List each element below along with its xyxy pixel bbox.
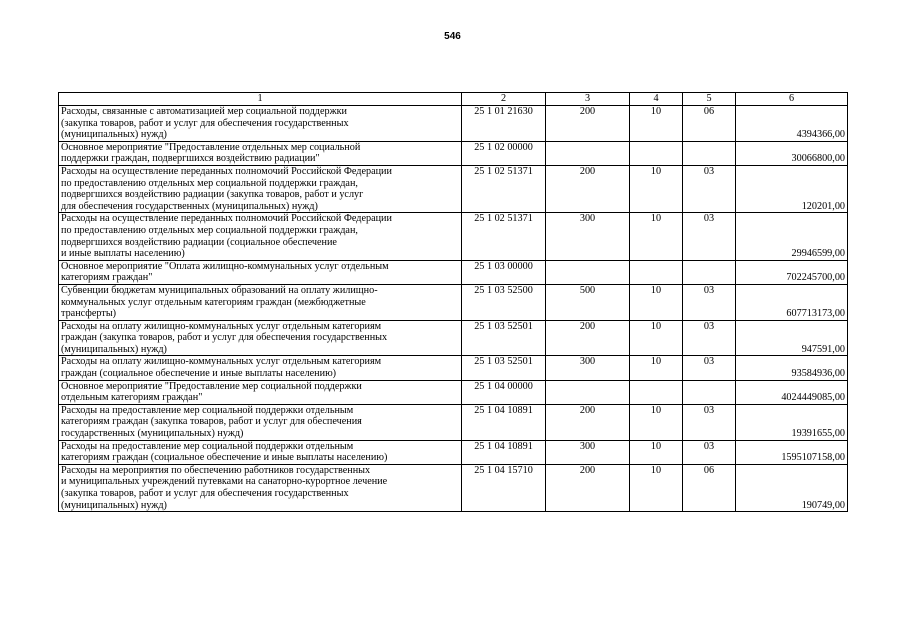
row-rz-cell: 10 [630, 165, 683, 212]
row-rz-cell: 10 [630, 404, 683, 440]
row-pr-cell: 03 [683, 404, 736, 440]
column-header: 4 [630, 93, 683, 106]
row-name-cell: Расходы на осуществление переданных полномочий Российской Федерации по предоставлению отдельных мер социальной поддержки граждан, подвергшихся воздействию радиации (закупка товаров, работ и услуг для обеспечения государственных (муниципальных) нужд) [59, 165, 462, 212]
row-code-cell: 25 1 03 52501 [462, 320, 546, 356]
row-code-cell: 25 1 03 00000 [462, 260, 546, 284]
row-name-cell: Расходы на оплату жилищно-коммунальных услуг отдельным категориям граждан (социальное обеспечение и иные выплаты населению) [59, 356, 462, 380]
row-name-cell: Основное мероприятие "Оплата жилищно-коммунальных услуг отдельным категориям граждан" [59, 260, 462, 284]
row-code-cell: 25 1 02 51371 [462, 213, 546, 260]
row-name-cell: Расходы на предоставление мер социальной поддержки отдельным категориям граждан (социальное обеспечение и иные выплаты населению) [59, 440, 462, 464]
row-sum-cell: 30066800,00 [736, 141, 848, 165]
row-code-cell: 25 1 03 52501 [462, 356, 546, 380]
row-name-cell: Расходы на предоставление мер социальной поддержки отдельным категориям граждан (закупка товаров, работ и услуг для обеспечения государственных (муниципальных) нужд) [59, 404, 462, 440]
row-code-cell: 25 1 02 00000 [462, 141, 546, 165]
row-rz-cell [630, 380, 683, 404]
row-rz-cell: 10 [630, 284, 683, 320]
column-header: 1 [59, 93, 462, 106]
row-rz-cell: 10 [630, 213, 683, 260]
row-pr-cell: 03 [683, 440, 736, 464]
row-vr-cell: 500 [546, 284, 630, 320]
table-row [59, 106, 848, 142]
table-row [59, 284, 848, 320]
row-sum-cell: 947591,00 [736, 320, 848, 356]
budget-table [58, 92, 848, 512]
row-code-cell: 25 1 04 00000 [462, 380, 546, 404]
row-vr-cell: 200 [546, 165, 630, 212]
row-name-cell: Основное мероприятие "Предоставление мер социальной поддержки отдельным категориям граждан" [59, 380, 462, 404]
row-name-cell: Расходы на осуществление переданных полномочий Российской Федерации по предоставлению отдельных мер социальной поддержки граждан, подвергшихся воздействию радиации (социальное обеспечение и иные выплаты населению) [59, 213, 462, 260]
table-row [59, 320, 848, 356]
column-header: 6 [736, 93, 848, 106]
row-name-cell: Основное мероприятие "Предоставление отдельных мер социальной поддержки граждан, подвергшихся воздействию радиации" [59, 141, 462, 165]
row-pr-cell [683, 141, 736, 165]
row-sum-cell: 4394366,00 [736, 106, 848, 142]
row-name-cell: Расходы на оплату жилищно-коммунальных услуг отдельным категориям граждан (закупка товаров, работ и услуг для обеспечения государственных (муниципальных) нужд) [59, 320, 462, 356]
row-pr-cell: 06 [683, 464, 736, 511]
table-row [59, 260, 848, 284]
row-rz-cell: 10 [630, 440, 683, 464]
table-row [59, 464, 848, 511]
row-sum-cell: 4024449085,00 [736, 380, 848, 404]
row-vr-cell: 300 [546, 356, 630, 380]
row-sum-cell: 190749,00 [736, 464, 848, 511]
row-sum-cell: 120201,00 [736, 165, 848, 212]
row-rz-cell: 10 [630, 320, 683, 356]
table-row [59, 356, 848, 380]
row-vr-cell: 300 [546, 213, 630, 260]
column-header: 3 [546, 93, 630, 106]
row-code-cell: 25 1 01 21630 [462, 106, 546, 142]
row-sum-cell: 93584936,00 [736, 356, 848, 380]
row-vr-cell [546, 260, 630, 284]
row-code-cell: 25 1 04 10891 [462, 404, 546, 440]
row-code-cell: 25 1 02 51371 [462, 165, 546, 212]
page-number: 546 [444, 31, 461, 42]
table-row [59, 404, 848, 440]
row-pr-cell [683, 260, 736, 284]
table-row [59, 440, 848, 464]
row-pr-cell: 03 [683, 284, 736, 320]
row-code-cell: 25 1 04 15710 [462, 464, 546, 511]
row-sum-cell: 19391655,00 [736, 404, 848, 440]
table-row [59, 165, 848, 212]
row-sum-cell: 1595107158,00 [736, 440, 848, 464]
row-vr-cell [546, 380, 630, 404]
row-pr-cell: 03 [683, 213, 736, 260]
table-row [59, 141, 848, 165]
column-header: 2 [462, 93, 546, 106]
row-sum-cell: 702245700,00 [736, 260, 848, 284]
row-rz-cell: 10 [630, 464, 683, 511]
row-rz-cell [630, 141, 683, 165]
row-pr-cell: 06 [683, 106, 736, 142]
row-code-cell: 25 1 04 10891 [462, 440, 546, 464]
row-sum-cell: 607713173,00 [736, 284, 848, 320]
table-row [59, 213, 848, 260]
row-code-cell: 25 1 03 52500 [462, 284, 546, 320]
row-vr-cell: 200 [546, 464, 630, 511]
row-vr-cell: 300 [546, 440, 630, 464]
column-header: 5 [683, 93, 736, 106]
row-pr-cell: 03 [683, 356, 736, 380]
table-body [59, 106, 848, 512]
row-vr-cell: 200 [546, 106, 630, 142]
row-rz-cell [630, 260, 683, 284]
row-name-cell: Расходы, связанные с автоматизацией мер социальной поддержки (закупка товаров, работ и услуг для обеспечения государственных (муниципальных) нужд) [59, 106, 462, 142]
row-rz-cell: 10 [630, 106, 683, 142]
row-vr-cell [546, 141, 630, 165]
row-sum-cell: 29946599,00 [736, 213, 848, 260]
row-vr-cell: 200 [546, 404, 630, 440]
row-vr-cell: 200 [546, 320, 630, 356]
row-pr-cell: 03 [683, 320, 736, 356]
row-pr-cell [683, 380, 736, 404]
row-name-cell: Расходы на мероприятия по обеспечению работников государственных и муниципальных учреждений путевками на санаторно-курортное лечение (закупка товаров, работ и услуг для обеспечения государственных (муниципальных) нужд) [59, 464, 462, 511]
table-header-row [59, 93, 848, 106]
row-rz-cell: 10 [630, 356, 683, 380]
row-name-cell: Субвенции бюджетам муниципальных образований на оплату жилищно- коммунальных услуг отдельным категориям граждан (межбюджетные трансферты) [59, 284, 462, 320]
table-row [59, 380, 848, 404]
row-pr-cell: 03 [683, 165, 736, 212]
